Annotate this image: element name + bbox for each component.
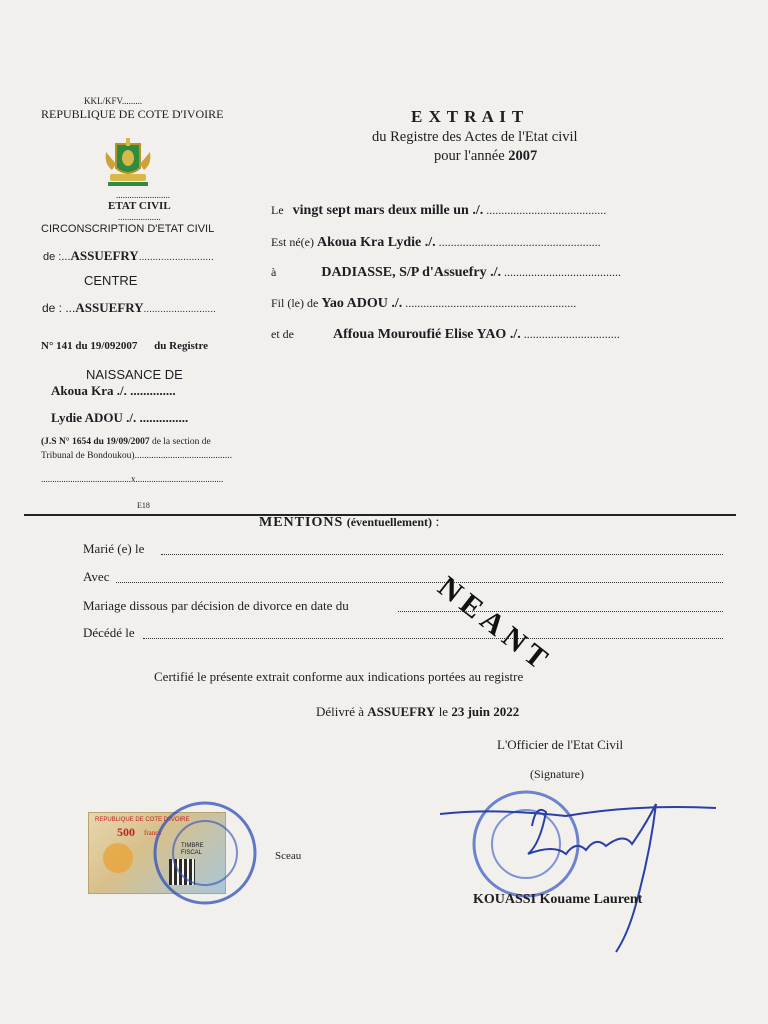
registre-suffix: du Registre	[154, 340, 209, 352]
officer-title: L'Officier de l'Etat Civil	[497, 737, 624, 752]
field-value: DADIASSE, S/P d'Assuefry ./.	[321, 265, 502, 280]
reference-code: KKL/KFV.........	[84, 96, 143, 106]
fiscal-stamp-label: TIMBRE FISCAL	[181, 843, 204, 856]
naissance-name-2: Lydie ADOU ./. ...............	[51, 410, 189, 425]
certification-text: Certifié le présente extrait conforme aux indications portées au registre	[154, 669, 524, 684]
commune-line	[43, 248, 214, 264]
delivery-place: ASSUEFRY	[367, 704, 436, 719]
mention-label: Avec	[83, 569, 110, 584]
field-dots: ......................................................	[438, 235, 601, 249]
naissance-title: NAISSANCE DE	[86, 367, 183, 382]
centre-label: CENTRE	[84, 273, 138, 288]
field-value: Akoua Kra Lydie ./.	[316, 235, 436, 250]
seal-label: Sceau	[275, 850, 302, 862]
mentions-colon: :	[435, 515, 440, 530]
mentions-title: MENTIONS	[259, 515, 344, 530]
mention-label: Mariage dissous par décision de divorce en date du	[83, 598, 349, 613]
naissance-name-1: Akoua Kra ./. ..............	[51, 383, 176, 398]
fiscal-stamp-amount: 500	[117, 825, 135, 839]
commune-value: ASSUEFRY	[70, 248, 139, 263]
dotted-line	[116, 571, 723, 583]
mention-label: Marié (e) le	[83, 541, 145, 556]
dotted-line	[161, 543, 723, 555]
signature-stamp-icon	[436, 784, 726, 954]
js-line-2: Tribunal de Bondoukou).........................................	[41, 451, 232, 461]
fiscal-stamp-emblem-icon	[103, 843, 133, 873]
fiscal-stamp-country: REPUBLIQUE DE COTE D'IVOIRE	[95, 817, 190, 823]
document-year-line	[434, 148, 537, 165]
field-place	[271, 265, 621, 281]
x-line: ........................................x.......................................	[41, 474, 224, 484]
mention-label: Décédé le	[83, 625, 135, 640]
centre-value: ASSUEFRY	[75, 300, 144, 315]
field-dots: .........................................................	[405, 296, 577, 310]
field-label: et de	[271, 327, 294, 341]
mention-divorce	[83, 598, 723, 614]
field-label: Le	[271, 203, 284, 217]
document-title: E X T R A I T	[411, 107, 525, 126]
signature-label: (Signature)	[530, 767, 584, 781]
centre-line	[42, 300, 216, 316]
dots-separator-2: ...................	[118, 212, 161, 222]
registre-line	[41, 340, 208, 352]
delivery-line	[316, 704, 519, 720]
field-value: Yao ADOU ./.	[321, 296, 403, 311]
mentions-heading	[259, 515, 439, 531]
commune-dots: ...........................	[138, 252, 214, 263]
delivery-mid: le	[435, 704, 452, 719]
field-label: Fil (le) de	[271, 296, 319, 310]
field-father	[271, 296, 576, 312]
dotted-line	[143, 627, 723, 639]
commune-prefix: de :...	[43, 251, 71, 263]
js-line-1	[41, 437, 211, 447]
field-label: Est né(e)	[271, 235, 314, 249]
field-date	[271, 203, 606, 219]
mention-with	[83, 569, 723, 585]
country-name: REPUBLIQUE DE COTE D'IVOIRE	[41, 107, 224, 121]
centre-dots: ..........................	[143, 304, 216, 315]
year-value: 2007	[508, 148, 538, 164]
delivery-date: 23 juin 2022	[451, 704, 520, 719]
mention-death	[83, 625, 723, 641]
signer-name: KOUASSI Kouame Laurent	[473, 892, 643, 907]
field-dots: ........................................	[486, 203, 607, 217]
circonscription-label: CIRCONSCRIPTION D'ETAT CIVIL	[41, 223, 215, 235]
year-prefix: pour l'année	[434, 148, 509, 164]
field-mother	[271, 327, 620, 343]
field-born	[271, 235, 601, 251]
round-seal-icon	[150, 798, 260, 908]
js-section: de la section de	[149, 437, 211, 447]
fiscal-stamp-currency: francs	[144, 829, 162, 837]
delivery-prefix: Délivré à	[316, 704, 368, 719]
coat-of-arms-icon	[102, 134, 154, 190]
centre-prefix: de : ...	[42, 301, 76, 315]
etat-civil-label: ETAT CIVIL	[108, 200, 171, 212]
field-dots: .......................................	[504, 265, 622, 279]
form-code: E18	[137, 501, 150, 510]
field-value: vingt sept mars deux mille un ./.	[292, 203, 484, 218]
field-value: Affoua Mouroufié Elise YAO ./.	[333, 327, 521, 342]
js-number: (J.S N° 1654 du 19/09/2007	[41, 437, 150, 447]
mention-marriage	[83, 541, 723, 557]
field-dots: ................................	[523, 327, 620, 341]
dots-separator: ........................	[116, 190, 170, 200]
mentions-subtitle: (éventuellement)	[346, 515, 433, 529]
registre-number: N° 141 du 19/092007	[41, 340, 138, 352]
document-subtitle: du Registre des Actes de l'Etat civil	[372, 129, 578, 145]
field-label: à	[271, 265, 277, 279]
neant-stamp: NEANT	[431, 570, 559, 680]
